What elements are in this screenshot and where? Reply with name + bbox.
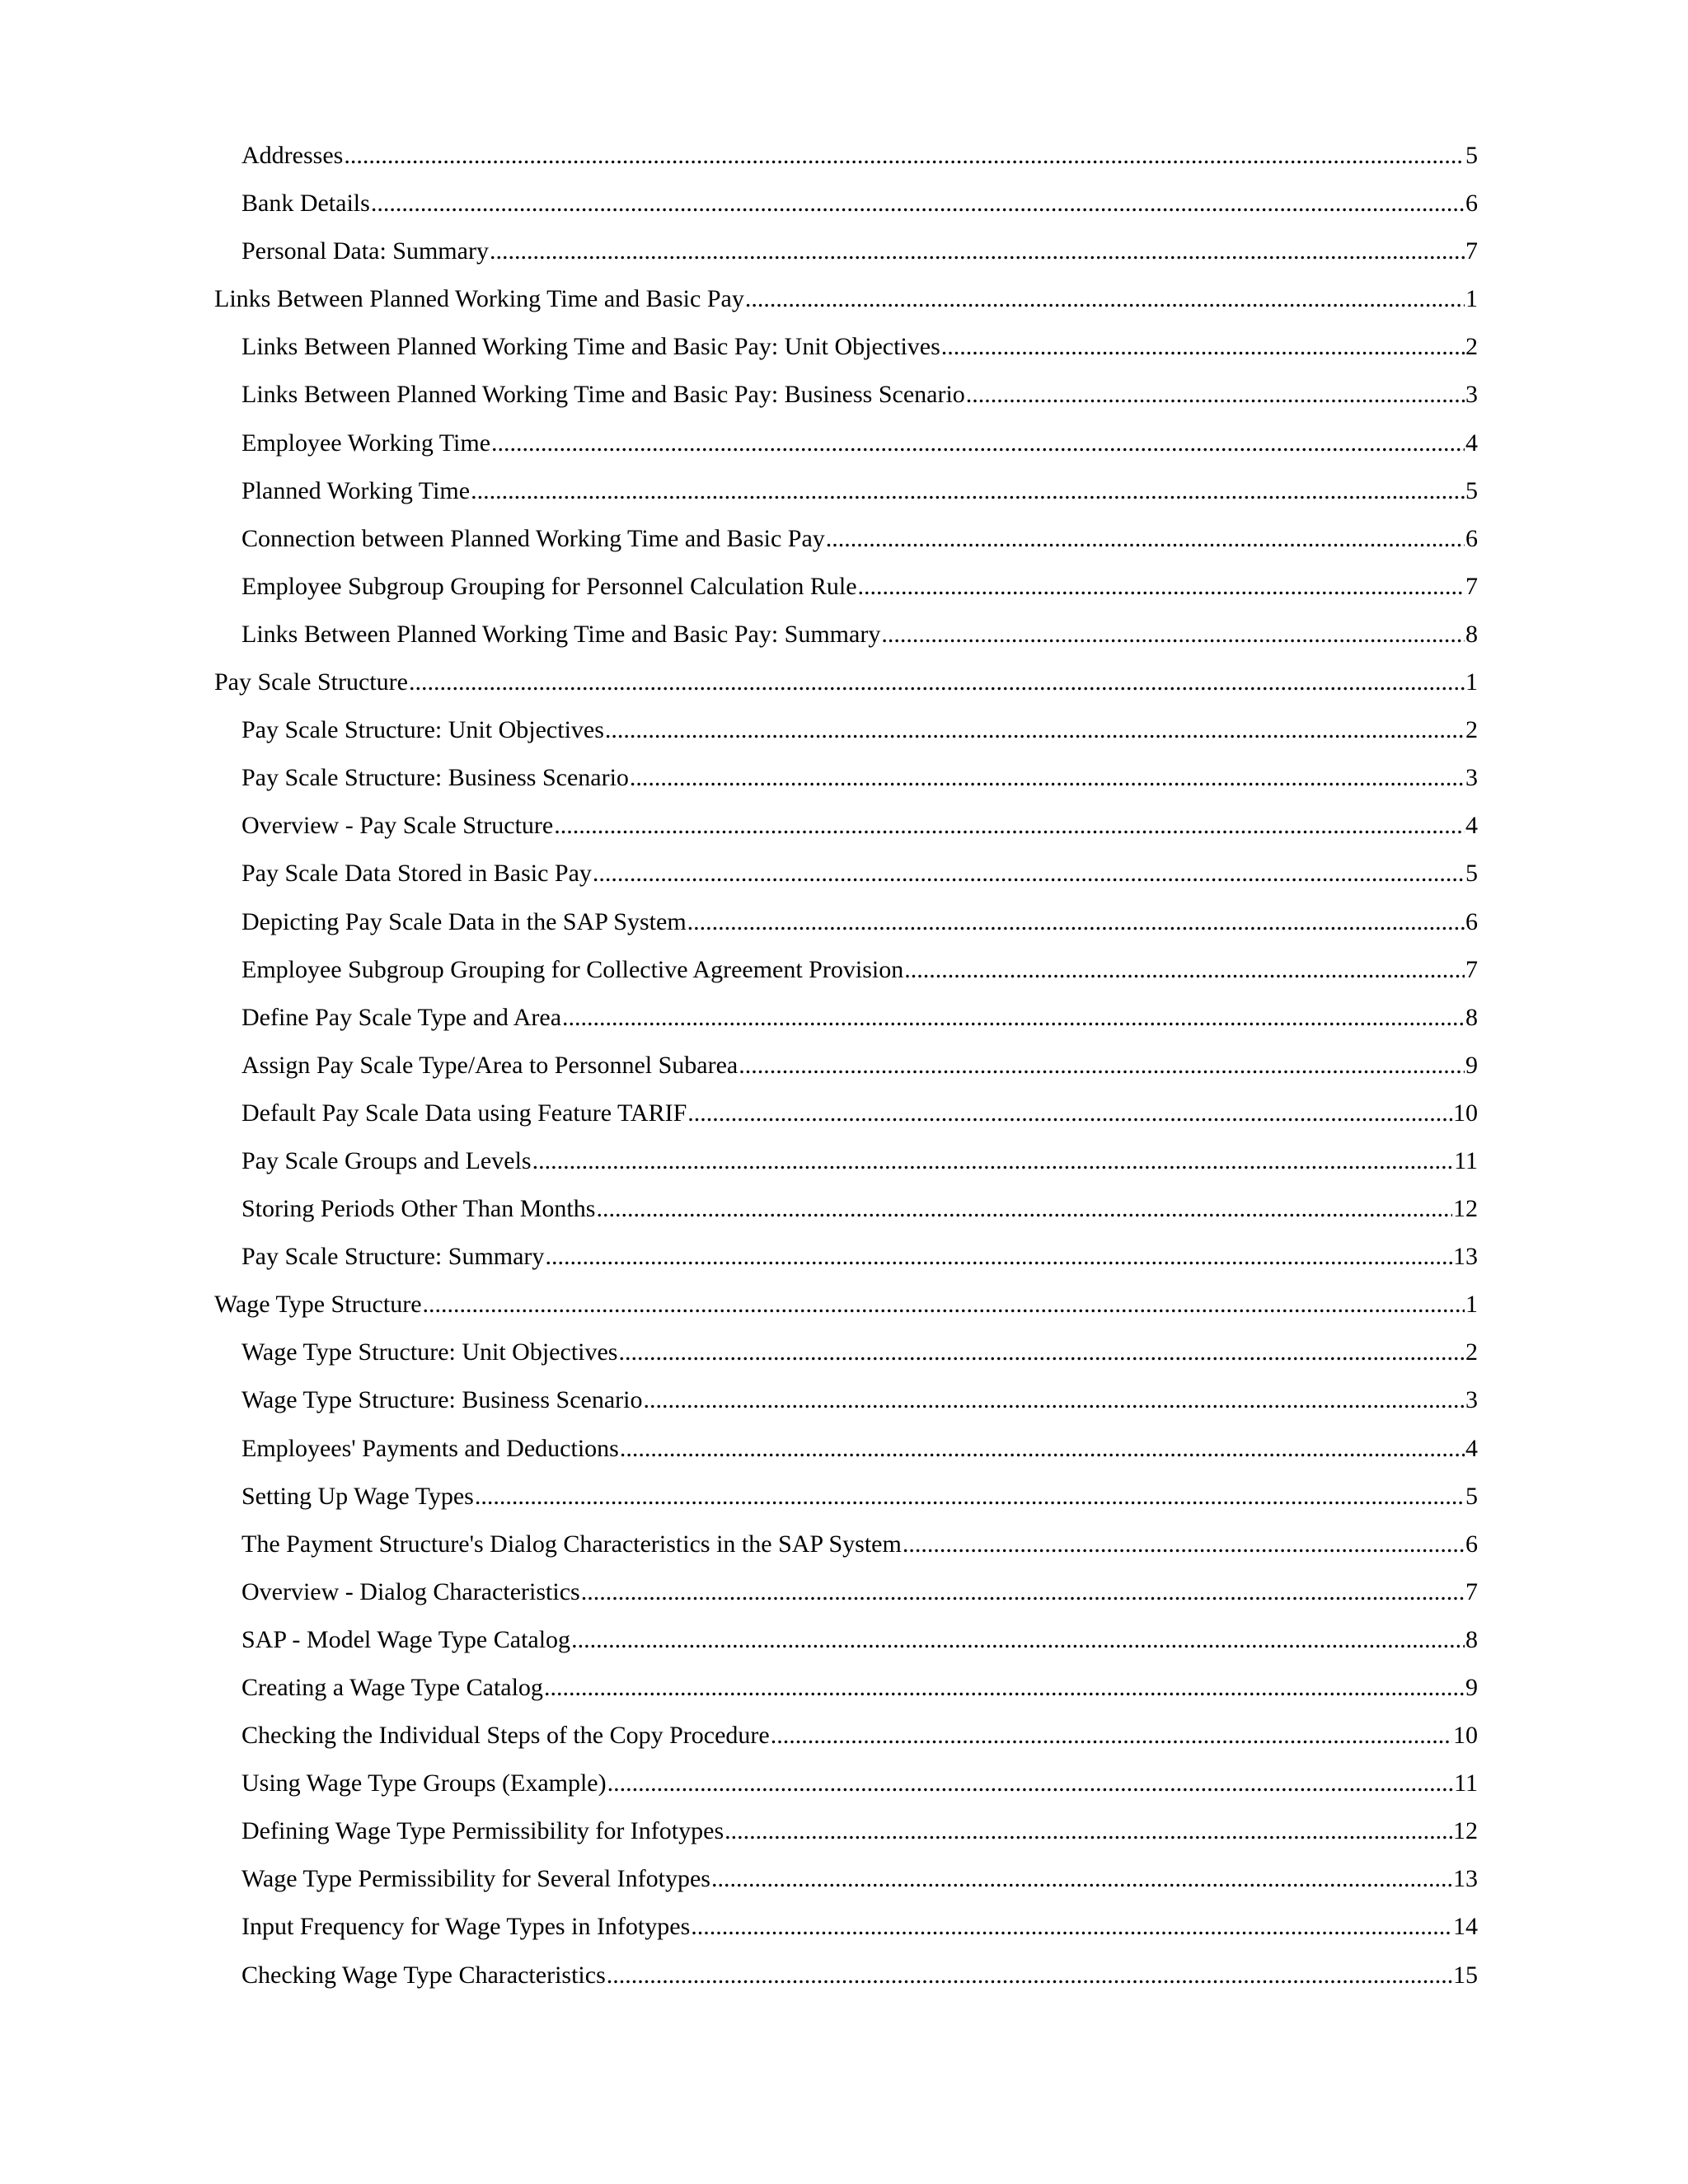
toc-chapter-entry[interactable] bbox=[0, 1281, 1478, 1329]
toc-entry-page-number: 4 bbox=[1465, 812, 1478, 840]
toc-section-entry[interactable] bbox=[0, 1425, 1478, 1473]
toc-dot-leader bbox=[687, 898, 1465, 946]
toc-entry-page-number: 9 bbox=[1465, 1051, 1478, 1079]
toc-entry-title: Pay Scale Structure: Business Scenario bbox=[241, 764, 629, 792]
toc-entry-title: Using Wage Type Groups (Example) bbox=[241, 1769, 607, 1797]
toc-entry-page-number: 6 bbox=[1465, 524, 1478, 552]
toc-entry-page-number: 11 bbox=[1454, 1769, 1478, 1797]
toc-entry-title: Setting Up Wage Types bbox=[241, 1482, 474, 1510]
toc-entry-page-number: 3 bbox=[1465, 381, 1478, 409]
toc-entry-title: Pay Scale Data Stored in Basic Pay bbox=[241, 860, 592, 888]
toc-entry-page-number: 6 bbox=[1465, 1530, 1478, 1558]
toc-dot-leader bbox=[881, 611, 1465, 658]
toc-entry-title: Overview - Pay Scale Structure bbox=[241, 812, 554, 840]
toc-section-entry[interactable] bbox=[0, 1090, 1478, 1137]
toc-entry-page-number: 1 bbox=[1465, 668, 1478, 696]
toc-section-entry[interactable] bbox=[0, 323, 1478, 371]
toc-section-entry[interactable] bbox=[0, 898, 1478, 946]
toc-section-entry[interactable] bbox=[0, 946, 1478, 994]
toc-entry-title: The Payment Structure's Dialog Characteristics in the SAP System bbox=[241, 1530, 902, 1558]
toc-dot-leader bbox=[711, 1855, 1452, 1903]
toc-entry-page-number: 6 bbox=[1465, 907, 1478, 935]
toc-section-entry[interactable] bbox=[0, 850, 1478, 898]
toc-entry-page-number: 5 bbox=[1465, 860, 1478, 888]
toc-entry-page-number: 12 bbox=[1453, 1195, 1478, 1223]
toc-entry-page-number: 10 bbox=[1453, 1099, 1478, 1127]
toc-entry-page-number: 5 bbox=[1465, 142, 1478, 169]
toc-entry-title: Input Frequency for Wage Types in Infotypes bbox=[241, 1913, 691, 1941]
toc-section-entry[interactable] bbox=[0, 227, 1478, 275]
table-of-contents bbox=[0, 132, 1688, 1999]
toc-section-entry[interactable] bbox=[0, 1185, 1478, 1233]
toc-entry-title: Connection between Planned Working Time and Basic Pay bbox=[241, 524, 825, 552]
toc-section-entry[interactable] bbox=[0, 1473, 1478, 1521]
toc-entry-title: Default Pay Scale Data using Feature TARIF bbox=[241, 1099, 687, 1127]
toc-section-entry[interactable] bbox=[0, 515, 1478, 563]
toc-entry-title: Employees' Payments and Deductions bbox=[241, 1434, 619, 1462]
toc-entry-page-number: 7 bbox=[1465, 237, 1478, 265]
toc-section-entry[interactable] bbox=[0, 1233, 1478, 1281]
toc-section-entry[interactable] bbox=[0, 1903, 1478, 1951]
toc-dot-leader bbox=[738, 1042, 1465, 1090]
toc-section-entry[interactable] bbox=[0, 563, 1478, 611]
toc-entry-page-number: 6 bbox=[1465, 190, 1478, 218]
toc-section-entry[interactable] bbox=[0, 1664, 1478, 1712]
toc-dot-leader bbox=[941, 323, 1465, 371]
toc-section-entry[interactable] bbox=[0, 1042, 1478, 1090]
toc-dot-leader bbox=[966, 371, 1465, 419]
toc-entry-title: SAP - Model Wage Type Catalog bbox=[241, 1625, 571, 1653]
toc-dot-leader bbox=[605, 706, 1465, 754]
toc-section-entry[interactable] bbox=[0, 706, 1478, 754]
toc-entry-title: Links Between Planned Working Time and Basic Pay: Unit Objectives bbox=[241, 333, 940, 361]
toc-dot-leader bbox=[532, 1137, 1454, 1185]
toc-dot-leader bbox=[724, 1807, 1452, 1855]
toc-section-entry[interactable] bbox=[0, 802, 1478, 850]
toc-dot-leader bbox=[490, 227, 1465, 275]
toc-entry-title: Checking Wage Type Characteristics bbox=[241, 1961, 606, 1989]
toc-entry-title: Links Between Planned Working Time and Basic Pay bbox=[214, 285, 744, 313]
toc-entry-title: Wage Type Structure: Business Scenario bbox=[241, 1386, 643, 1414]
toc-entry-page-number: 10 bbox=[1453, 1722, 1478, 1750]
toc-dot-leader bbox=[471, 467, 1465, 515]
toc-section-entry[interactable] bbox=[0, 1712, 1478, 1760]
toc-dot-leader bbox=[620, 1425, 1465, 1473]
toc-dot-leader bbox=[904, 946, 1465, 994]
toc-entry-title: Employee Subgroup Grouping for Personnel Calculation Rule bbox=[241, 572, 857, 600]
toc-dot-leader bbox=[423, 1281, 1465, 1329]
toc-entry-title: Storing Periods Other Than Months bbox=[241, 1195, 596, 1223]
toc-entry-page-number: 7 bbox=[1465, 955, 1478, 983]
toc-entry-title: Wage Type Structure: Unit Objectives bbox=[241, 1338, 618, 1366]
toc-dot-leader bbox=[903, 1521, 1465, 1568]
toc-entry-title: Employee Subgroup Grouping for Collective Agreement Provision bbox=[241, 955, 904, 983]
toc-entry-page-number: 7 bbox=[1465, 1577, 1478, 1605]
toc-section-entry[interactable] bbox=[0, 994, 1478, 1042]
toc-entry-page-number: 15 bbox=[1453, 1961, 1478, 1989]
toc-entry-page-number: 7 bbox=[1465, 572, 1478, 600]
toc-section-entry[interactable] bbox=[0, 1568, 1478, 1616]
toc-entry-title: Pay Scale Structure: Summary bbox=[241, 1243, 545, 1271]
toc-entry-title: Pay Scale Groups and Levels bbox=[241, 1146, 532, 1174]
toc-dot-leader bbox=[371, 180, 1465, 227]
toc-dot-leader bbox=[491, 419, 1465, 467]
toc-section-entry[interactable] bbox=[0, 467, 1478, 515]
toc-dot-leader bbox=[607, 1760, 1453, 1807]
toc-dot-leader bbox=[607, 1952, 1452, 1999]
toc-entry-title: Personal Data: Summary bbox=[241, 237, 489, 265]
toc-entry-title: Define Pay Scale Type and Area bbox=[241, 1003, 562, 1031]
toc-entry-page-number: 8 bbox=[1465, 620, 1478, 648]
toc-entry-page-number: 8 bbox=[1465, 1003, 1478, 1031]
toc-entry-page-number: 4 bbox=[1465, 429, 1478, 457]
toc-section-entry[interactable] bbox=[0, 754, 1478, 802]
toc-dot-leader bbox=[858, 563, 1465, 611]
toc-dot-leader bbox=[475, 1473, 1465, 1521]
toc-entry-title: Links Between Planned Working Time and Basic Pay: Summary bbox=[241, 620, 881, 648]
toc-entry-title: Checking the Individual Steps of the Copy Procedure bbox=[241, 1722, 770, 1750]
toc-entry-page-number: 14 bbox=[1453, 1913, 1478, 1941]
toc-dot-leader bbox=[630, 754, 1465, 802]
toc-dot-leader bbox=[687, 1090, 1452, 1137]
toc-section-entry[interactable] bbox=[0, 1329, 1478, 1376]
toc-section-entry[interactable] bbox=[0, 1616, 1478, 1664]
toc-entry-title: Bank Details bbox=[241, 190, 370, 218]
toc-dot-leader bbox=[596, 1185, 1452, 1233]
toc-section-entry[interactable] bbox=[0, 611, 1478, 658]
toc-dot-leader bbox=[554, 802, 1465, 850]
toc-section-entry[interactable] bbox=[0, 1952, 1478, 1999]
toc-entry-title: Pay Scale Structure: Unit Objectives bbox=[241, 716, 604, 744]
toc-entry-title: Defining Wage Type Permissibility for Infotypes bbox=[241, 1817, 724, 1845]
toc-dot-leader bbox=[409, 658, 1465, 706]
toc-entry-page-number: 5 bbox=[1465, 1482, 1478, 1510]
toc-dot-leader bbox=[771, 1712, 1452, 1760]
toc-entry-title: Wage Type Structure bbox=[214, 1291, 422, 1319]
toc-entry-page-number: 4 bbox=[1465, 1434, 1478, 1462]
toc-section-entry[interactable] bbox=[0, 1521, 1478, 1568]
toc-entry-title: Creating a Wage Type Catalog bbox=[241, 1674, 543, 1701]
toc-dot-leader bbox=[745, 275, 1465, 323]
toc-section-entry[interactable] bbox=[0, 1855, 1478, 1903]
toc-entry-page-number: 8 bbox=[1465, 1625, 1478, 1653]
toc-entry-title: Overview - Dialog Characteristics bbox=[241, 1577, 580, 1605]
toc-entry-title: Planned Working Time bbox=[241, 476, 471, 504]
toc-section-entry[interactable] bbox=[0, 371, 1478, 419]
toc-entry-title: Wage Type Permissibility for Several Infotypes bbox=[241, 1865, 710, 1893]
toc-entry-page-number: 1 bbox=[1465, 1291, 1478, 1319]
toc-dot-leader bbox=[593, 850, 1465, 898]
toc-entry-page-number: 12 bbox=[1453, 1817, 1478, 1845]
toc-entry-page-number: 2 bbox=[1465, 333, 1478, 361]
toc-entry-page-number: 9 bbox=[1465, 1674, 1478, 1701]
toc-entry-page-number: 3 bbox=[1465, 764, 1478, 792]
toc-entry-title: Assign Pay Scale Type/Area to Personnel Subarea bbox=[241, 1051, 738, 1079]
toc-entry-page-number: 5 bbox=[1465, 476, 1478, 504]
toc-chapter-entry[interactable] bbox=[0, 658, 1478, 706]
toc-section-entry[interactable] bbox=[0, 180, 1478, 227]
toc-dot-leader bbox=[562, 994, 1465, 1042]
toc-entry-title: Addresses bbox=[241, 142, 344, 169]
toc-section-entry[interactable] bbox=[0, 1137, 1478, 1185]
toc-dot-leader bbox=[545, 1233, 1452, 1281]
toc-section-entry[interactable] bbox=[0, 1376, 1478, 1424]
toc-entry-page-number: 11 bbox=[1454, 1146, 1478, 1174]
toc-dot-leader bbox=[826, 515, 1465, 563]
toc-entry-title: Links Between Planned Working Time and Basic Pay: Business Scenario bbox=[241, 381, 965, 409]
toc-entry-title: Employee Working Time bbox=[241, 429, 491, 457]
toc-dot-leader bbox=[544, 1664, 1465, 1712]
toc-entry-title: Pay Scale Structure bbox=[214, 668, 408, 696]
toc-section-entry[interactable] bbox=[0, 1760, 1478, 1807]
toc-entry-page-number: 2 bbox=[1465, 716, 1478, 744]
toc-entry-page-number: 3 bbox=[1465, 1386, 1478, 1414]
toc-section-entry[interactable] bbox=[0, 1807, 1478, 1855]
toc-section-entry[interactable] bbox=[0, 132, 1478, 180]
toc-section-entry[interactable] bbox=[0, 419, 1478, 467]
toc-dot-leader bbox=[644, 1376, 1465, 1424]
toc-entry-page-number: 1 bbox=[1465, 285, 1478, 313]
toc-dot-leader bbox=[691, 1903, 1452, 1951]
toc-entry-page-number: 13 bbox=[1453, 1865, 1478, 1893]
toc-dot-leader bbox=[581, 1568, 1465, 1616]
toc-dot-leader bbox=[618, 1329, 1465, 1376]
toc-chapter-entry[interactable] bbox=[0, 275, 1478, 323]
toc-entry-title: Depicting Pay Scale Data in the SAP System bbox=[241, 907, 687, 935]
toc-dot-leader bbox=[571, 1616, 1465, 1664]
toc-entry-page-number: 2 bbox=[1465, 1338, 1478, 1366]
toc-dot-leader bbox=[344, 132, 1465, 180]
toc-entry-page-number: 13 bbox=[1453, 1243, 1478, 1271]
